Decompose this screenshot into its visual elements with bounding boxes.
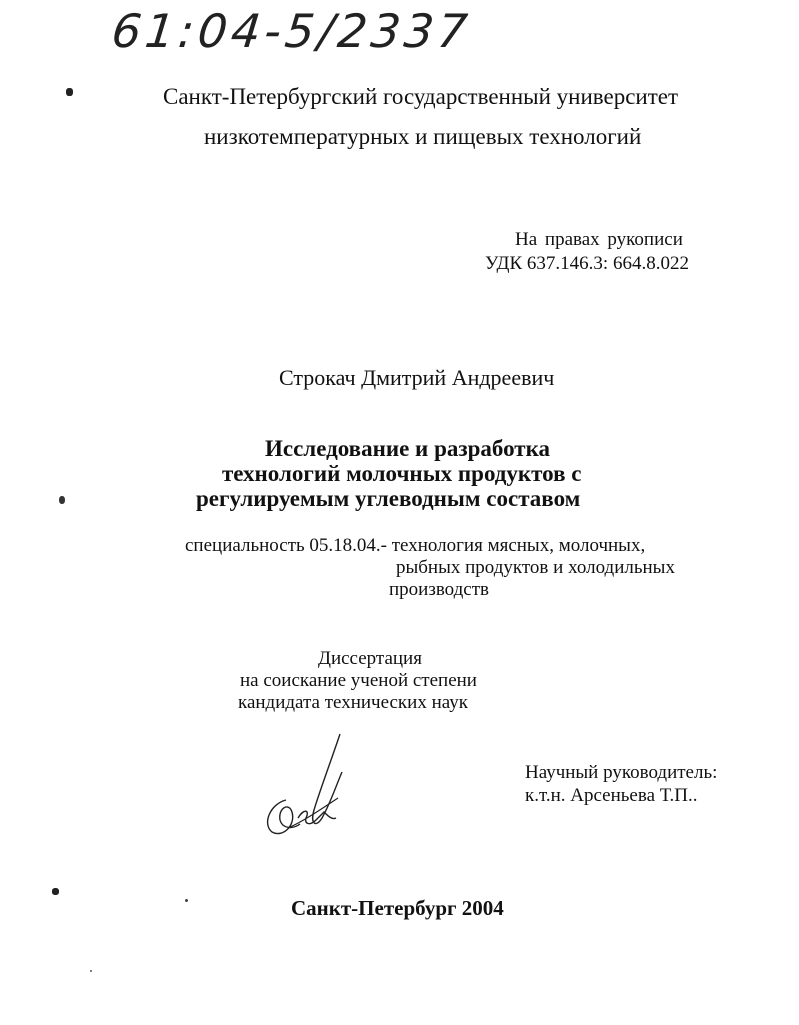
- university-name-line1: Санкт-Петербургский государственный университет: [163, 84, 679, 109]
- degree-line1: Диссертация: [318, 648, 422, 669]
- scan-speck: [90, 970, 92, 972]
- manuscript-rights: На правах рукописи: [515, 229, 683, 250]
- scan-speck: [66, 88, 73, 96]
- archive-code-handwritten: 61:04-5/2337: [109, 4, 474, 58]
- specialty-line2: рыбных продуктов и холодильных: [396, 557, 675, 578]
- author-name: Строкач Дмитрий Андреевич: [279, 365, 555, 390]
- scan-speck: [185, 899, 188, 902]
- udk-code: УДК 637.146.3: 664.8.022: [485, 253, 689, 274]
- signature-icon: [258, 728, 354, 840]
- city-year: Санкт-Петербург 2004: [291, 896, 504, 920]
- title-line2: технологий молочных продуктов с: [222, 461, 582, 486]
- supervisor-name: к.т.н. Арсеньева Т.П..: [525, 785, 698, 806]
- specialty-line3: производств: [389, 579, 490, 600]
- title-line1: Исследование и разработка: [265, 436, 550, 461]
- degree-line2: на соискание ученой степени: [240, 670, 477, 691]
- degree-line3: кандидата технических наук: [238, 692, 468, 713]
- specialty-line1: специальность 05.18.04.- технология мясных, молочных,: [185, 535, 646, 556]
- title-line3: регулируемым углеводным составом: [196, 486, 581, 511]
- scan-speck: [59, 496, 65, 504]
- supervisor-label: Научный руководитель:: [525, 762, 718, 783]
- university-name-line2: низкотемпературных и пищевых технологий: [204, 124, 642, 149]
- scan-speck: [52, 888, 59, 895]
